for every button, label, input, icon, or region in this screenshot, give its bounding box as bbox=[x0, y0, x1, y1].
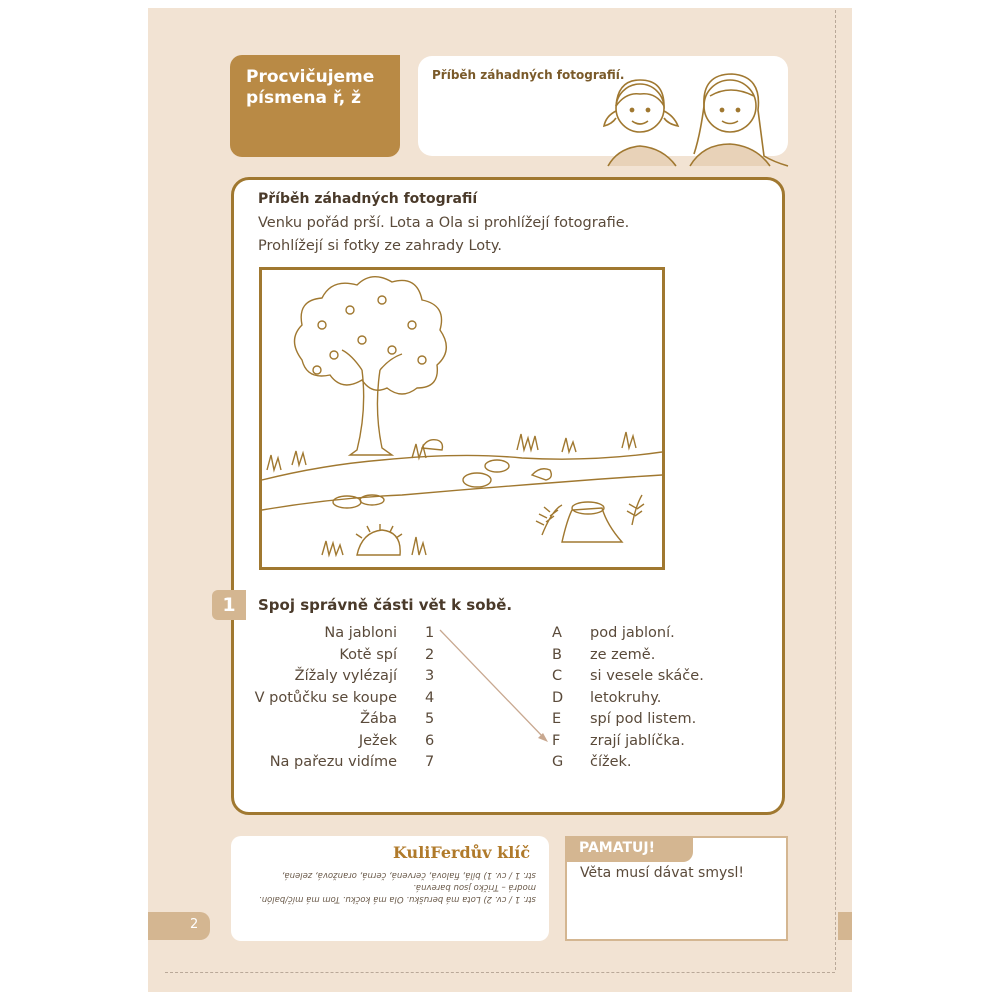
right-letter-b[interactable]: B bbox=[552, 647, 562, 663]
right-part-a: pod jabloní. bbox=[590, 625, 675, 641]
right-part-g: čížek. bbox=[590, 754, 632, 770]
answer-key-line-1: str. 1 / cv. 1) bílá, fialová, červená, černá, oranžová, zelená, bbox=[281, 870, 536, 880]
right-letter-c[interactable]: C bbox=[552, 668, 563, 684]
left-num-7[interactable]: 7 bbox=[425, 754, 435, 770]
right-part-e: spí pod listem. bbox=[590, 711, 697, 727]
left-part-2: Kotě spí bbox=[339, 647, 397, 663]
left-num-5[interactable]: 5 bbox=[425, 711, 435, 727]
right-letter-d[interactable]: D bbox=[552, 690, 564, 706]
right-part-d: letokruhy. bbox=[590, 690, 662, 706]
right-letter-a[interactable]: A bbox=[552, 625, 562, 641]
left-num-1[interactable]: 1 bbox=[425, 625, 435, 641]
left-part-7: Na pařezu vidíme bbox=[269, 754, 397, 770]
remember-text: Věta musí dávat smysl! bbox=[580, 865, 745, 881]
left-num-3[interactable]: 3 bbox=[425, 668, 435, 684]
right-letter-f[interactable]: F bbox=[552, 733, 561, 749]
answer-key-title: KuliFerdův klíč bbox=[393, 843, 531, 862]
story-line-2: Prohlížejí si fotky ze zahrady Loty. bbox=[258, 238, 502, 254]
right-part-f: zrají jablíčka. bbox=[590, 733, 685, 749]
right-part-c: si vesele skáče. bbox=[590, 668, 704, 684]
lesson-title-line1: Procvičujeme bbox=[246, 67, 375, 87]
page-edge-dashed-line bbox=[835, 10, 836, 970]
left-part-4: V potůčku se koupe bbox=[254, 690, 397, 706]
girls-illustration bbox=[598, 66, 808, 176]
right-letter-g[interactable]: G bbox=[552, 754, 564, 770]
left-part-6: Ježek bbox=[358, 733, 397, 749]
answer-key-text bbox=[246, 869, 536, 905]
left-num-2[interactable]: 2 bbox=[425, 647, 435, 663]
right-letter-e[interactable]: E bbox=[552, 711, 562, 727]
remember-heading: PAMATUJ! bbox=[579, 840, 656, 856]
right-part-b: ze země. bbox=[590, 647, 656, 663]
page-number: 2 bbox=[190, 917, 199, 932]
lesson-title-line2: písmena ř, ž bbox=[246, 88, 362, 108]
right-edge-tab bbox=[838, 912, 852, 940]
exercise-number-badge: 1 bbox=[212, 590, 246, 620]
left-num-4[interactable]: 4 bbox=[425, 690, 435, 706]
story-title: Příběh záhadných fotografií bbox=[258, 191, 478, 207]
intro-text: Příběh záhadných fotografií. bbox=[432, 68, 625, 82]
answer-key-line-3: str. 1 / cv. 2) Lota má berušku. Ola má kočku. Tom má míč/balón. bbox=[258, 894, 536, 904]
page-bottom-dashed-line bbox=[165, 972, 835, 973]
left-num-6[interactable]: 6 bbox=[425, 733, 435, 749]
answer-key-line-2: modrá – Tričko jsou barevná. bbox=[413, 882, 536, 892]
garden-drawing bbox=[262, 270, 662, 567]
left-part-1: Na jabloni bbox=[324, 625, 397, 641]
remember-heading-tab bbox=[565, 836, 693, 862]
story-line-1: Venku pořád prší. Lota a Ola si prohlížejí fotografie. bbox=[258, 215, 630, 231]
left-part-5: Žába bbox=[360, 711, 397, 727]
left-part-3: Žížaly vylézají bbox=[294, 668, 397, 684]
lesson-title-box bbox=[230, 55, 400, 157]
garden-picture bbox=[259, 267, 665, 570]
exercise-instruction: Spoj správně části vět k sobě. bbox=[258, 596, 513, 614]
page-number-tab bbox=[148, 912, 210, 940]
